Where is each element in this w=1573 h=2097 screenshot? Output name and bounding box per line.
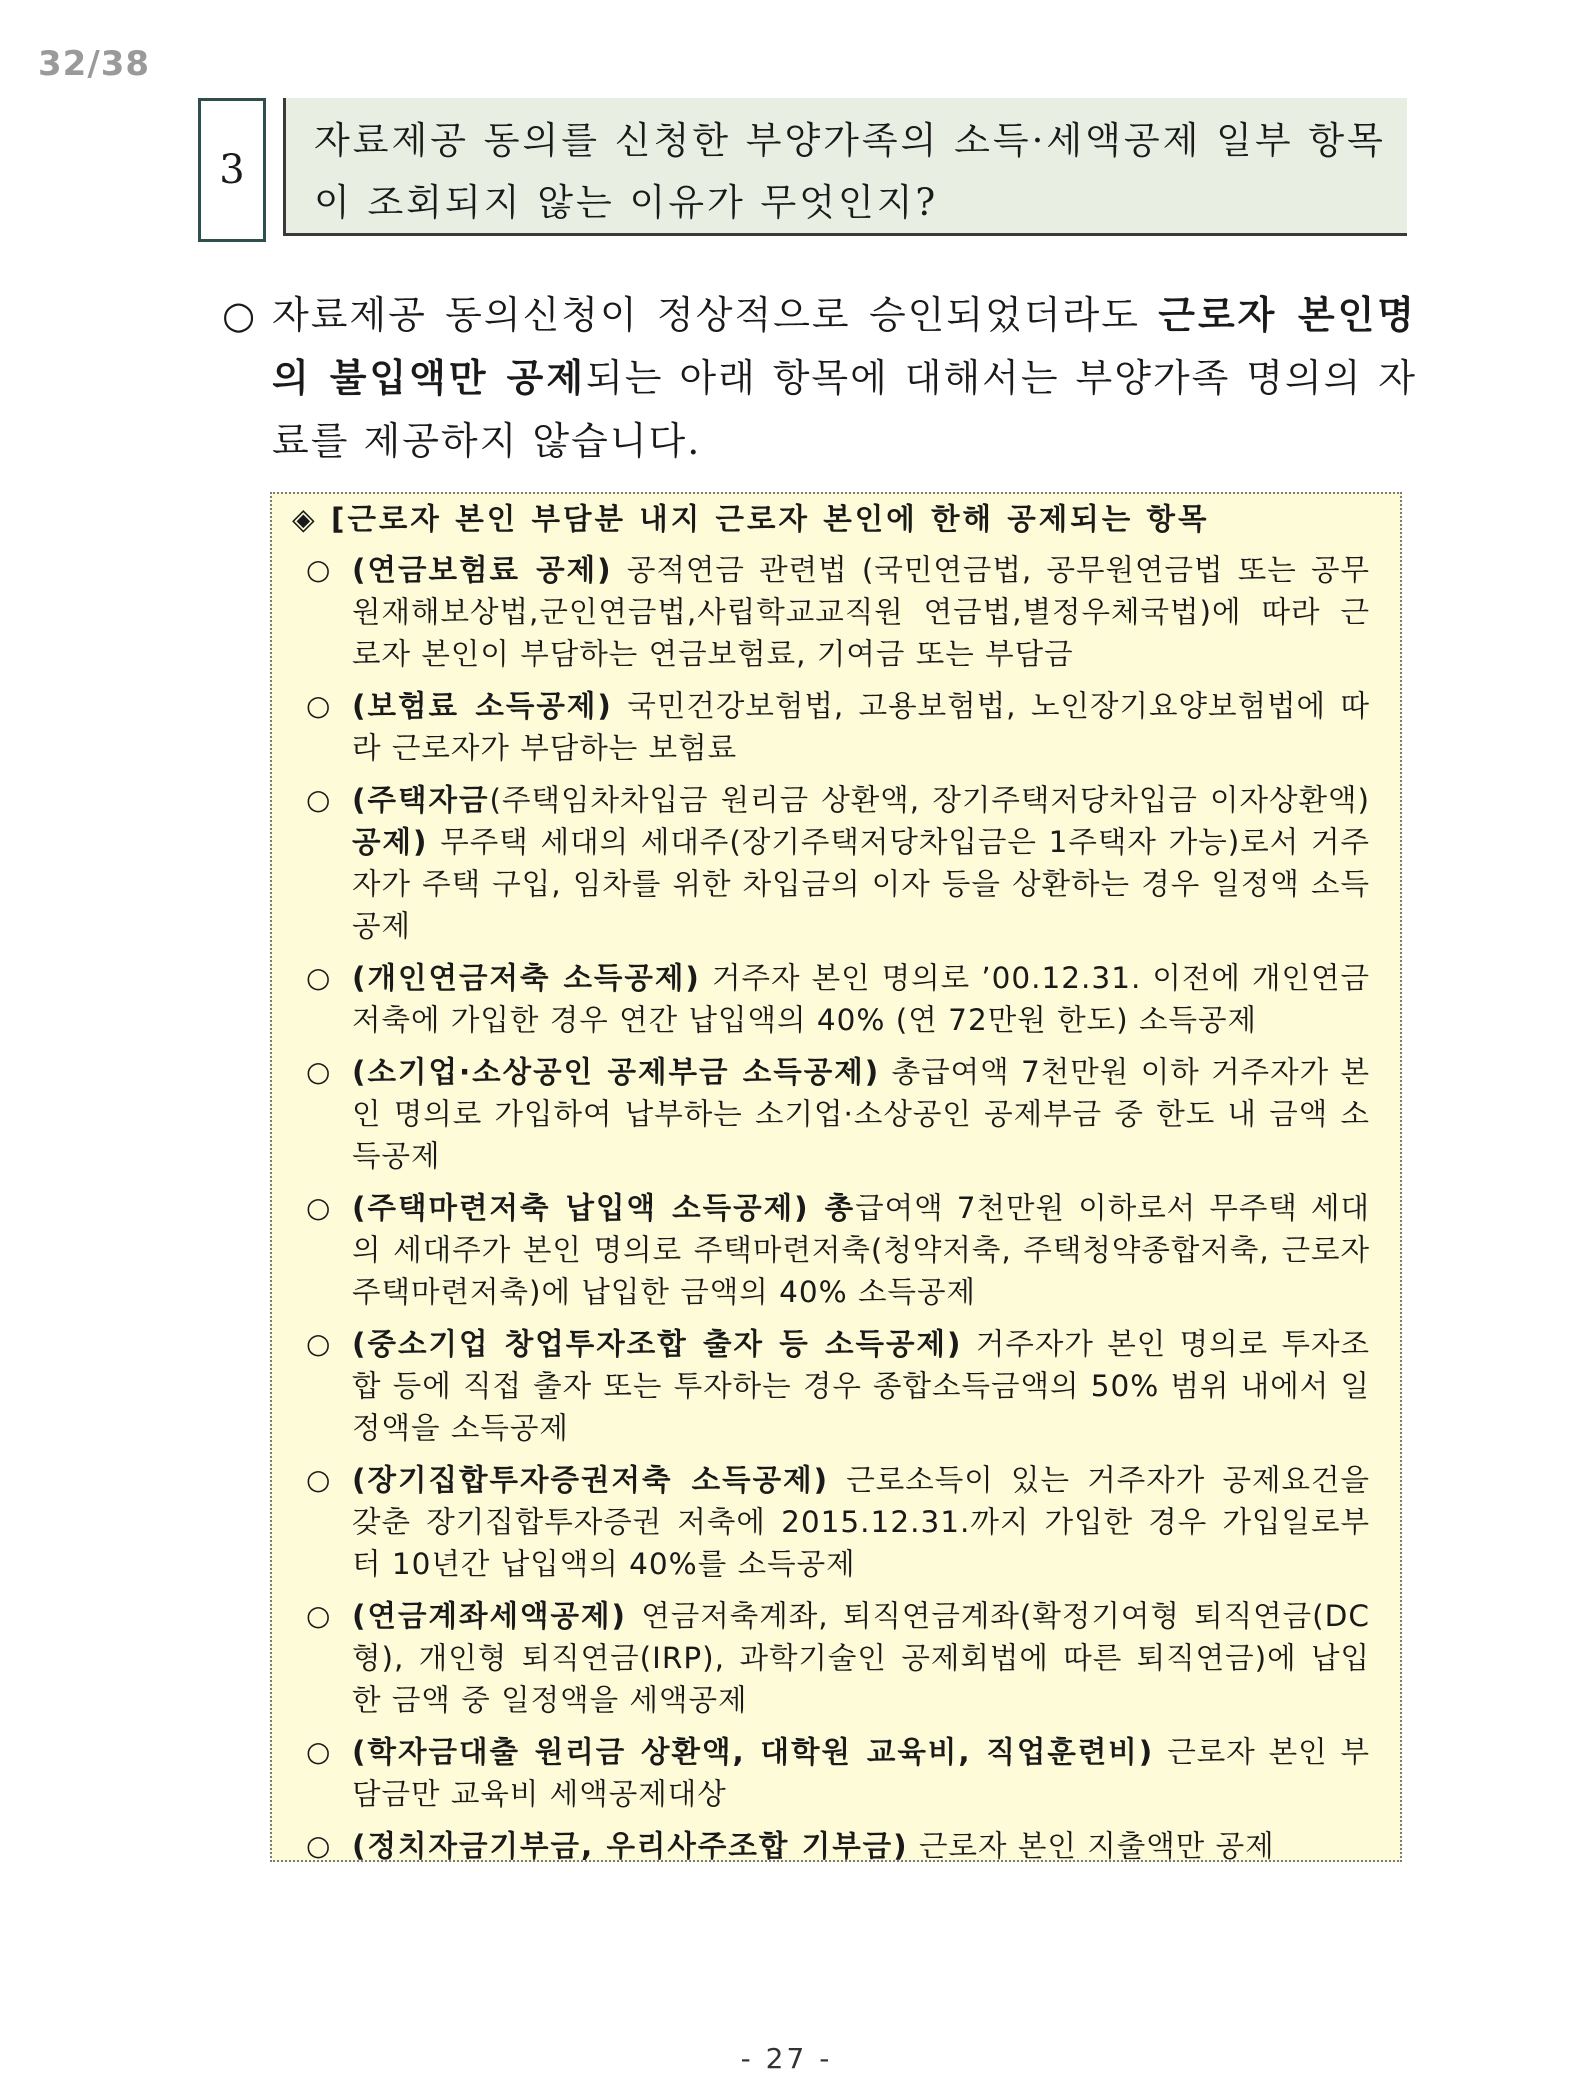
- item-text: [352, 1731, 1370, 1815]
- list-item: [306, 1051, 1370, 1177]
- list-item: [306, 1323, 1370, 1449]
- question-text: 자료제공 동의를 신청한 부양가족의 소득·세액공제 일부 항목이 조회되지 않는 이유가 무엇인지?: [283, 98, 1407, 236]
- box-title: ◈ [근로자 본인 부담분 내지 근로자 본인에 한해 공제되는 항목: [292, 502, 1210, 536]
- item-bullet: ○: [306, 1191, 331, 1224]
- item-body: 무주택 세대의 세대주(장기주택저당차입금은 1주택자 가능)로서 거주자가 주택 구입, 임차를 위한 차입금의 이자 등을 상환하는 경우 일정액 소득공제: [352, 825, 1370, 943]
- item-heading-cont: 공제): [352, 825, 429, 859]
- item-bullet: ○: [306, 689, 331, 722]
- item-heading: (주택마련저축 납입액 소득공제) 총: [352, 1191, 856, 1225]
- page-number: - 27 -: [740, 2042, 833, 2075]
- item-text: [352, 1595, 1370, 1721]
- deduction-list: [306, 549, 1370, 1877]
- item-heading: (보험료 소득공제): [352, 689, 613, 723]
- list-item: [306, 957, 1370, 1041]
- intro-bold: 근로자 본인명의 불입액만 공제: [272, 293, 1417, 400]
- item-heading: (연금계좌세액공제): [352, 1599, 627, 1633]
- item-body: 급여액 7천만원 이하로서 무주택 세대의 세대주가 본인 명의로 주택마련저축(청약저축, 주택청약종합저축, 근로자주택마련저축)에 납입한 금액의 40% 소득공제: [352, 1191, 1371, 1309]
- list-item: [306, 1825, 1370, 1867]
- item-heading: (연금보험료 공제): [352, 553, 613, 587]
- item-text: [352, 549, 1370, 675]
- item-text: [352, 779, 1370, 947]
- intro-text-after: 되는 아래 항목에 대해서는 부양가족 명의의 자료를 제공하지 않습니다.: [272, 356, 1417, 463]
- item-bullet: ○: [306, 1463, 331, 1496]
- question-number: 3: [198, 98, 266, 242]
- item-body: 총급여액 7천만원 이하 거주자가 본인 명의로 가입하여 납부하는 소기업·소상공인 공제부금 중 한도 내 금액 소득공제: [352, 1055, 1370, 1173]
- item-bullet: ○: [306, 1055, 331, 1088]
- item-text: [352, 1825, 1370, 1867]
- item-text: [352, 957, 1370, 1041]
- list-item: [306, 1459, 1370, 1585]
- item-text: [352, 1051, 1370, 1177]
- item-body: 근로소득이 있는 거주자가 공제요건을 갖춘 장기집합투자증권 저축에 2015.12.31.까지 가입한 경우 가입일로부터 10년간 납입액의 40%를 소득공제: [352, 1463, 1370, 1581]
- item-body: 근로자 본인 부담금만 교육비 세액공제대상: [352, 1735, 1370, 1811]
- intro-body: [272, 284, 1417, 473]
- item-sub: (주택임차차입금 원리금 상환액, 장기주택저당차입금 이자상환액): [489, 783, 1370, 817]
- item-text: [352, 1323, 1370, 1449]
- list-item: [306, 779, 1370, 947]
- item-heading: (중소기업 창업투자조합 출자 등 소득공제): [352, 1327, 963, 1361]
- item-body: 국민건강보험법, 고용보험법, 노인장기요양보험법에 따라 근로자가 부담하는 보험료: [352, 689, 1371, 765]
- intro-bullet: ○: [222, 293, 256, 337]
- item-bullet: ○: [306, 1599, 331, 1632]
- intro-text-before: 자료제공 동의신청이 정상적으로 승인되었더라도: [272, 293, 1159, 337]
- item-bullet: ○: [306, 1327, 331, 1360]
- item-heading: (장기집합투자증권저축 소득공제): [352, 1463, 830, 1497]
- list-item: [306, 1595, 1370, 1721]
- item-text: [352, 1459, 1370, 1585]
- page-counter: 32/38: [38, 44, 151, 84]
- item-heading: (학자금대출 원리금 상환액, 대학원 교육비, 직업훈련비): [352, 1735, 1155, 1769]
- item-body: 거주자 본인 명의로 ’00.12.31. 이전에 개인연금저축에 가입한 경우 연간 납입액의 40% (연 72만원 한도) 소득공제: [352, 961, 1370, 1037]
- item-text: [352, 1187, 1370, 1313]
- list-item: [306, 1731, 1370, 1815]
- list-item: [306, 549, 1370, 675]
- list-item: [306, 1187, 1370, 1313]
- item-body: 공적연금 관련법 (국민연금법, 공무원연금법 또는 공무원재해보상법,군인연금법,사립학교교직원 연금법,별정우체국법)에 따라 근로자 본인이 부담하는 연금보험료, 기여금 또는 부담금: [352, 553, 1370, 671]
- item-heading: (개인연금저축 소득공제): [352, 961, 701, 995]
- item-heading: (주택자금: [352, 783, 490, 817]
- item-bullet: ○: [306, 783, 331, 816]
- item-bullet: ○: [306, 1829, 331, 1862]
- item-heading: (소기업·소상공인 공제부금 소득공제): [352, 1055, 881, 1089]
- item-bullet: ○: [306, 961, 331, 994]
- list-item: [306, 685, 1370, 769]
- item-heading: (정치자금기부금, 우리사주조합 기부금): [352, 1829, 909, 1863]
- item-bullet: ○: [306, 1735, 331, 1768]
- item-body: 연금저축계좌, 퇴직연금계좌(확정기여형 퇴직연금(DC형), 개인형 퇴직연금(IRP), 과학기술인 공제회법에 따른 퇴직연금)에 납입한 금액 중 일정액을 세액공제: [352, 1599, 1370, 1717]
- question-box: [198, 98, 1411, 238]
- intro-paragraph: [222, 284, 1417, 473]
- deduction-items-box: [270, 492, 1402, 1862]
- item-body: 거주자가 본인 명의로 투자조합 등에 직접 출자 또는 투자하는 경우 종합소득금액의 50% 범위 내에서 일정액을 소득공제: [352, 1327, 1370, 1445]
- item-text: [352, 685, 1370, 769]
- item-body: 근로자 본인 지출액만 공제: [908, 1829, 1275, 1863]
- item-bullet: ○: [306, 553, 331, 586]
